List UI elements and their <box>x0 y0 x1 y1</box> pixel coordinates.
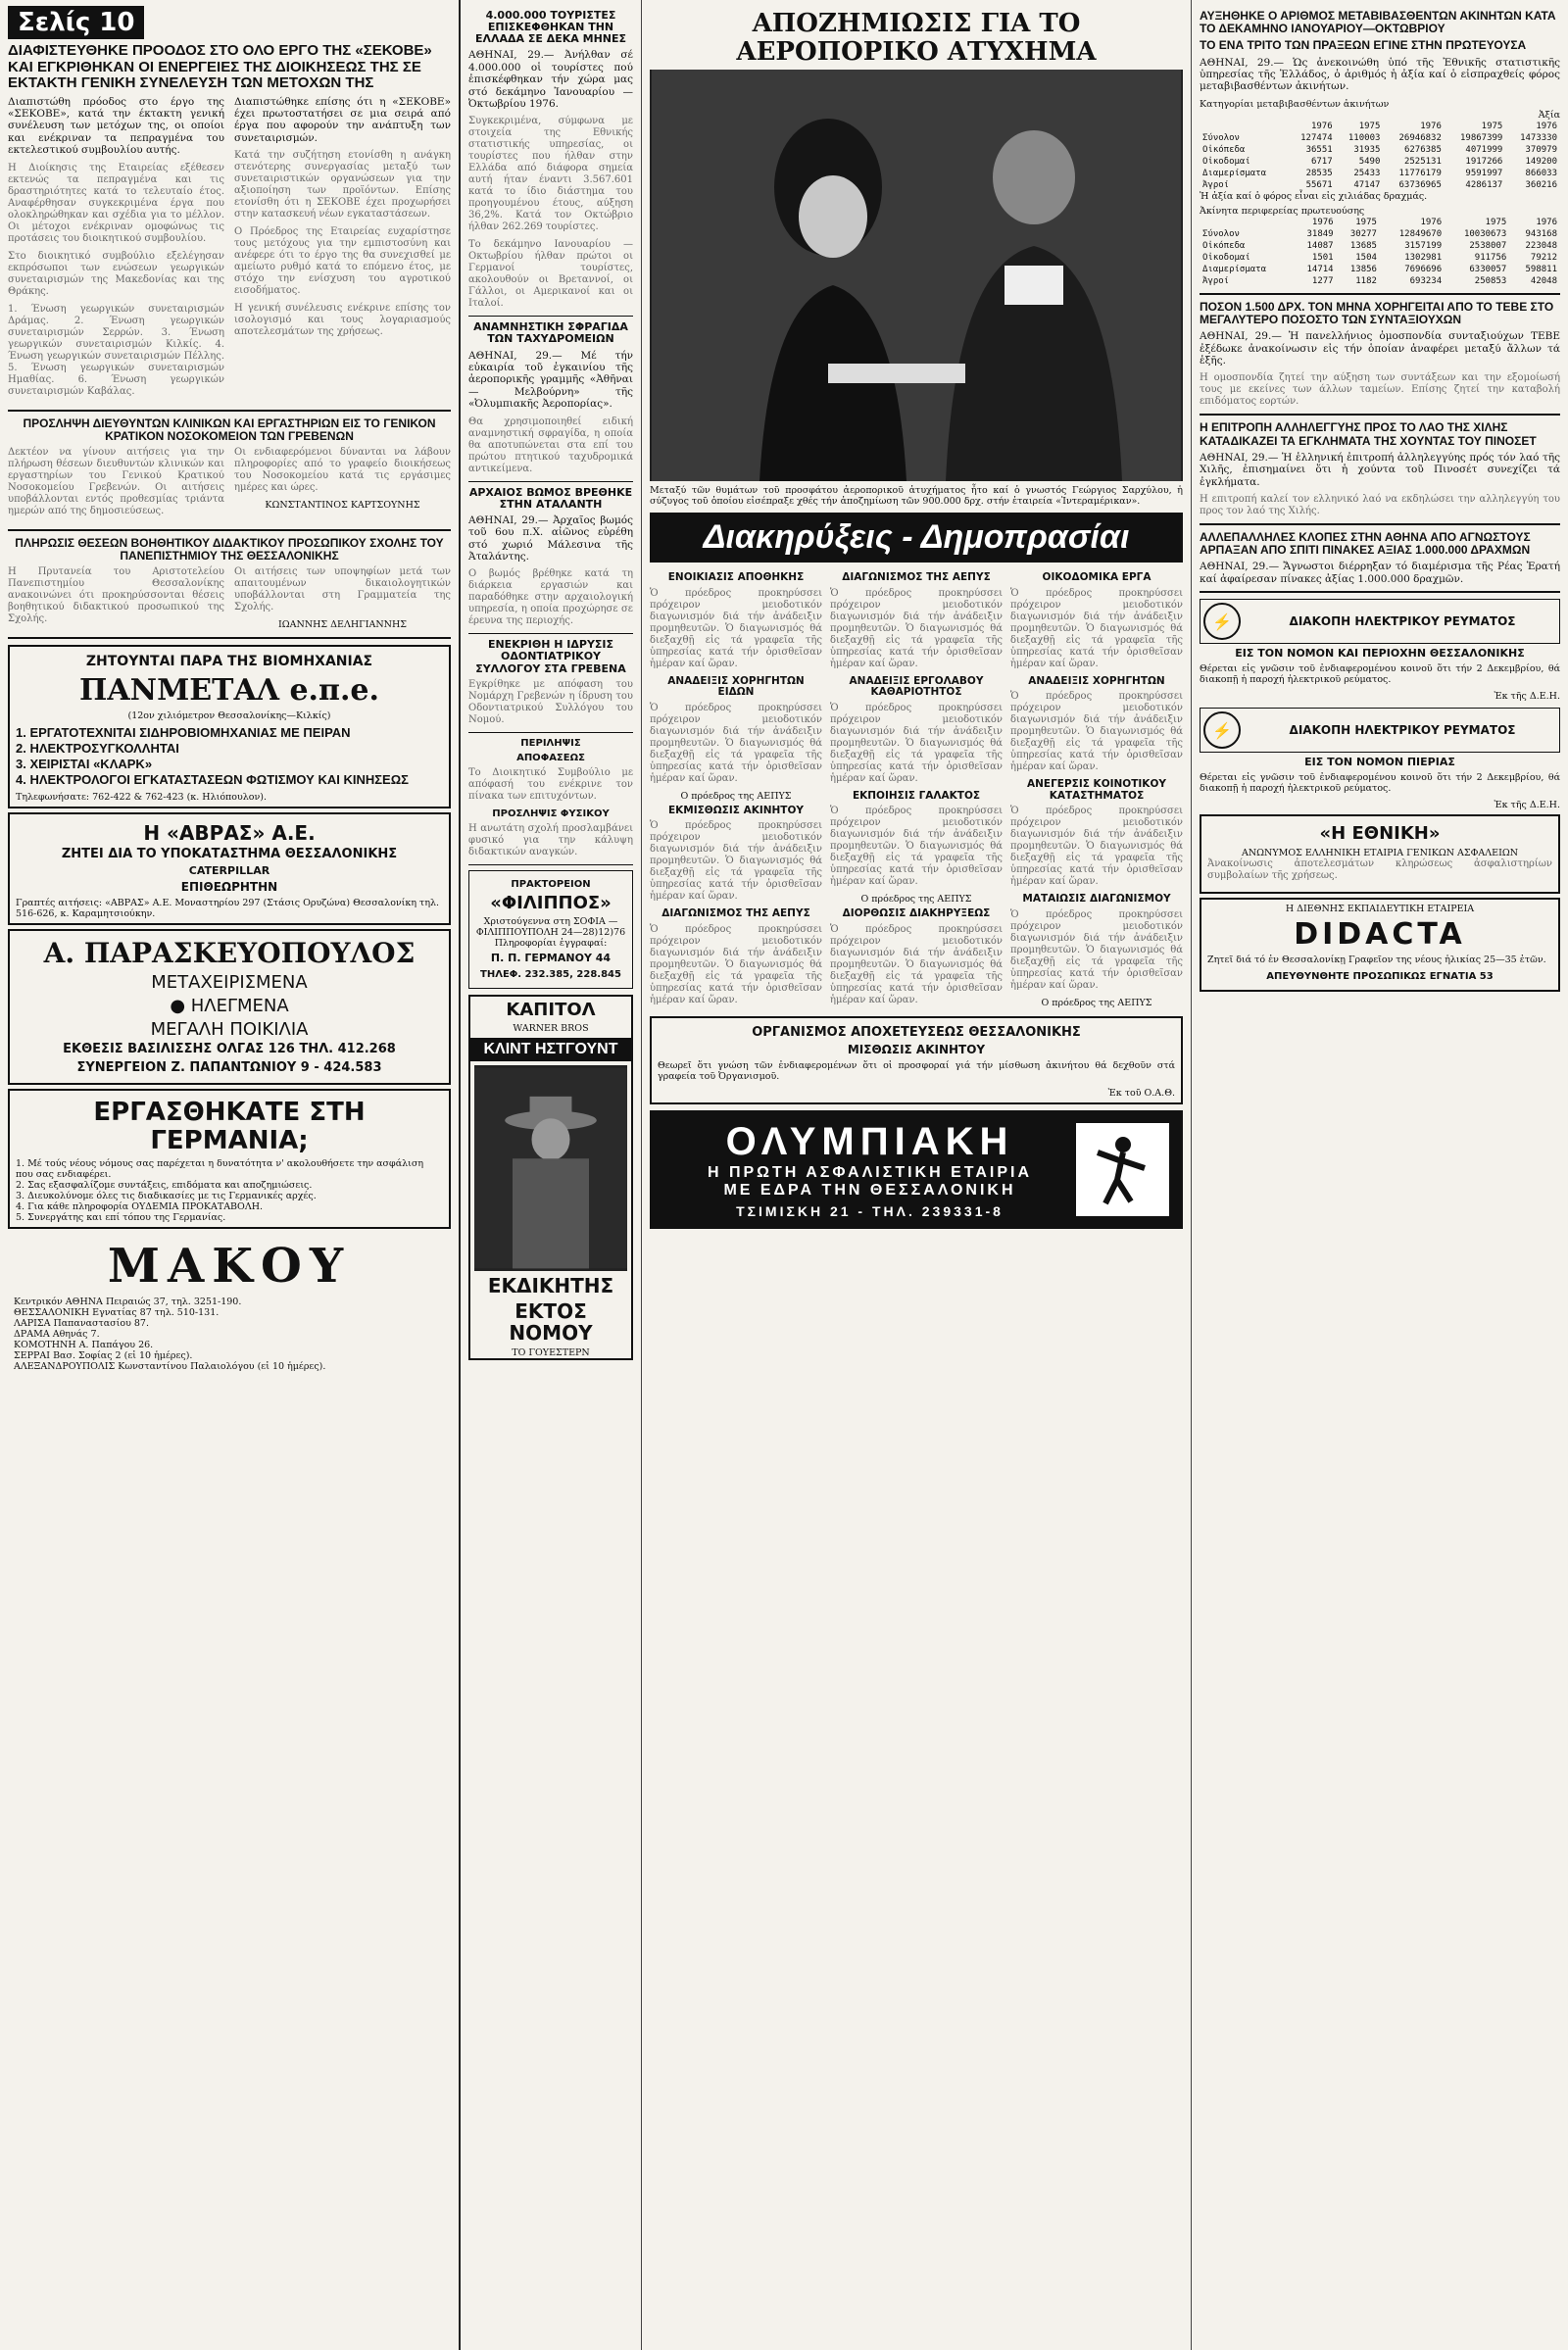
subsidy-filler: Η ομοσπονδία ζητεί την αύξηση των συντάξεων και την εξομοίωσή τους με εκείνες των άλλων ταμείων. Επίσης ζητεί την καταβολή επιδόματος εορτών. <box>1200 372 1560 408</box>
table-row <box>1200 144 1560 156</box>
table-cell: Οἰκοδομαί <box>1202 252 1250 263</box>
table-cell: 31849 <box>1306 228 1334 239</box>
altar-text: ΑΘΗΝΑΙ, 29.— Ἀρχαῖος βωμός τοῦ 6ου π.Χ. αἰῶνος εὑρέθη στό χωριό Μάλεσινα τῆς Ἀταλάντης. <box>468 514 633 563</box>
table-cell: 14087 <box>1306 240 1334 251</box>
bank-sub: ΑΝΩΝΥΜΟΣ ΕΛΛΗΝΙΚΗ ΕΤΑΙΡΙΑ ΓΕΝΙΚΩΝ ΑΣΦΑΛΕΙΩΝ <box>1241 848 1519 859</box>
table-row <box>1200 132 1560 144</box>
table-header-cell <box>1200 121 1288 132</box>
auction-sign: Ο πρόεδρος της ΑΕΠΥΣ <box>860 894 972 906</box>
table-cell: 943168 <box>1525 228 1557 239</box>
org-text: Θεωρεῖ ὅτι γνώση τῶν ἐνδιαφερομένων ὅτι οἱ προσφοραί γιά τήν μίσθωση ἀκινήτου θά δεχθοῦν στά γραφεία τοῦ Ὀργανισμοῦ. <box>658 1060 1175 1083</box>
university-headline: ΠΛΗΡΩΣΙΣ ΘΕΣΕΩΝ ΒΟΗΘΗΤΙΚΟΥ ΔΙΔΑΚΤΙΚΟΥ ΠΡΟΣΩΠΙΚΟΥ ΣΧΟΛΗΣ ΤΟΥ ΠΑΝΕΠΙΣΤΗΜΙΟΥ ΤΗΣ ΘΕΣΣΑΛΟΝΙΚΗΣ <box>15 535 444 563</box>
power-area-2: ΕΙΣ ΤΟΝ ΝΟΜΟΝ ΠΙΕΡΙΑΣ <box>1304 756 1455 769</box>
paraskevopoulos-line2: ● ΗΛΕΓΜΕΝΑ <box>170 995 289 1016</box>
avras-name: Η «ΑΒΡΑΣ» Α.Ε. <box>143 820 316 845</box>
bank-name: «Η ΕΘΝΙΚΗ» <box>1319 823 1441 845</box>
tourists-text: ΑΘΗΝΑΙ, 29.— Ἀνήλθαν σέ 4.000.000 οἱ τουρίστες πού ἐπισκέφθηκαν τήν χώρα μας στό δεκάμηνο Ἰανουαρίου — Ὀκτωβρίου 1976. <box>468 49 633 110</box>
photo-caption: Μεταξύ τῶν θυμάτων τοῦ προσφάτου ἀεροπορικοῦ ἀτυχήματος ἦτο καί ὁ γνωστός Γεώργιος Σαρχύλου, ἡ σύζυγος τοῦ ὁποίου εἰσέπραξε χθές τήν ἀποζημίωση τῶν 900.000 δρχ. στήν ἑταιρεία «Ἰντεραμέρικαν». <box>650 485 1183 508</box>
tourists-filler: Συγκεκριμένα, σύμφωνα με στοιχεία της Εθνικής στατιστικής υπηρεσίας, οι τουρίστες που ήλθαν στην Ελλάδα από διάφορα σημεία αυτή ήταν έναντι 3.567.601 κατά το ίδιο διάστημα του προηγουμένου έτους, αύξηση 36,2%. Κατά τον Οκτώβριο ήλθαν 262.269 τουρίστες. <box>468 116 633 233</box>
table-cell: 693234 <box>1409 275 1443 286</box>
table-cell: Οἰκόπεδα <box>1202 240 1246 251</box>
property-intro: ΑΘΗΝΑΙ, 29.— Ὡς ἀνεκοινώθη ὑπό τῆς Ἐθνικῆς στατιστικῆς ὑπηρεσίας τῆς Ἑλλάδος, ὁ ἀριθμός ἡ ἀξία καί ὁ εἰσπραχθείς φόρος μεταβιβασθέντων ἀκινήτων. <box>1200 56 1560 93</box>
lightning-icon: ⚡ <box>1203 711 1241 749</box>
ad-germany <box>8 1089 451 1229</box>
table-cell: 1302981 <box>1404 252 1443 263</box>
cinema-studio: WARNER BROS <box>513 1023 589 1035</box>
property-table-1 <box>1200 121 1560 191</box>
didacta-small: Η ΔΙΕΘΝΗΣ ΕΚΠΑΙΔΕΥΤΙΚΗ ΕΤΑΙΡΕΙΑ <box>1285 904 1475 915</box>
table-cell: 1917266 <box>1465 156 1503 167</box>
table-cell: 9591997 <box>1465 168 1503 178</box>
table-row <box>1200 275 1560 287</box>
table-cell: Ἀγροί <box>1202 275 1230 286</box>
table-cell: 79212 <box>1530 252 1557 263</box>
auction-body: Ὁ πρόεδρος προκηρύσσει πρόχειρον μειοδοτικόν διαγωνισμόν διά τήν ἀνάδειξιν προμηθευτῶν. Ὁ διαγωνισμός θά διεξαχθῇ εἰς τά γραφεῖα τῆς ὑπηρεσίας κατά τήν ὁρισθεῖσαν ἡμέραν καί ὥραν. <box>830 923 1003 1005</box>
paraskevopoulos-addr2: ΣΥΝΕΡΓΕΙΟΝ Ζ. ΠΑΠΑΝΤΩΝΙΟΥ 9 - 424.583 <box>76 1059 382 1075</box>
auction-body: Ὁ πρόεδρος προκηρύσσει πρόχειρον μειοδοτικόν διαγωνισμόν διά τήν ἀνάδειξιν προμηθευτῶν. Ὁ διαγωνισμός θά διεξαχθῇ εἰς τά γραφεῖα τῆς ὑπηρεσίας κατά τήν ὁρισθεῖσαν ἡμέραν καί ὥραν. <box>650 587 822 669</box>
section-label: ΠΕΡΙΛΗΨΙΣ <box>520 737 581 749</box>
ad-didacta <box>1200 898 1560 992</box>
panmetal-intro: ΖΗΤΟΥΝΤΑΙ ΠΑΡΑ ΤΗΣ ΒΙΟΜΗΧΑΝΙΑΣ <box>85 654 373 670</box>
agency-phone: ΤΗΛΕΦ. 232.385, 228.845 <box>480 968 621 980</box>
panmetal-phone: Τηλεφωνήσατε: 762-422 & 762-423 (κ. Ηλιόπουλον). <box>16 791 268 803</box>
table-cell: 3157199 <box>1404 240 1443 251</box>
auctions-banner: Διακηρύξεις - Δημοπρασίαι <box>650 513 1183 563</box>
makou-address: ΘΕΣΣΑΛΟΝΙΚΗ Εγνατίας 87 τηλ. 510-131. <box>14 1307 220 1319</box>
film-title-1: ΕΚΔΙΚΗΤΗΣ <box>487 1273 614 1297</box>
committee-filler: Η επιτροπή καλεί τον ελληνικό λαό να εκδηλώσει την αλληλεγγύη του προς τον λαό της Χιλής. <box>1200 493 1560 516</box>
table-header-cell <box>1200 217 1293 228</box>
makou-address: ΛΑΡΙΣΑ Παπαναστασίου 87. <box>14 1318 150 1330</box>
table-cell: 1277 <box>1311 275 1334 286</box>
cinema-name: ΚΑΠΙΤΟΛ <box>506 999 596 1020</box>
panmetal-item: 3. ΧΕΙΡΙΣΤΑΙ «ΚΛΑΡΚ» <box>16 756 153 771</box>
table-cell: 2538007 <box>1469 240 1507 251</box>
table-cell: 25433 <box>1353 168 1381 178</box>
panmetal-item: 1. ΕΡΓΑΤΟΤΕΧΝΙΤΑΙ ΣΙΔΗΡΟΒΙΟΜΗΧΑΝΙΑΣ ΜΕ ΠΕΙΡΑΝ <box>16 724 351 740</box>
table-header-cell: 1976 <box>1311 217 1334 227</box>
table-cell: 42048 <box>1530 275 1557 286</box>
auction-sign: Ο πρόεδρος της ΑΕΠΥΣ <box>680 790 792 802</box>
auction-title: ΕΚΠΟΙΗΣΙΣ ΓΑΛΑΚΤΟΣ <box>852 789 981 802</box>
makou-address: ΔΡΑΜΑ Αθηνάς 7. <box>14 1329 100 1341</box>
bank-filler: Ἀνακοίνωσις ἀποτελεσμάτων κληρώσεως ἀσφαλιστηρίων συμβολαίων τῆς χρήσεως. <box>1207 858 1552 882</box>
lead-filler-6: Η γενική συνέλευσις ενέκρινε επίσης τον ισολογισμό και τους λογαριασμούς αποτελεσμάτων της χρήσεως. <box>234 303 451 338</box>
column-right <box>1191 0 1568 2350</box>
avras-contact: Γραπτές αιτήσεις: «ΑΒΡΑΣ» Α.Ε. Μοναστηρίου 297 (Στάσις Ορυζώνα) Θεσσαλονίκη τηλ. 516-626, κ. Καραμητσιούκην. <box>16 898 440 920</box>
property-headline-2: ΤΟ ΕΝΑ ΤΡΙΤΟ ΤΩΝ ΠΡΑΞΕΩΝ ΕΓΙΝΕ ΣΤΗΝ ΠΡΩΤΕΥΟΥΣΑ <box>1200 38 1527 53</box>
table-row <box>1200 179 1560 191</box>
table-cell: 6276385 <box>1403 144 1442 155</box>
theft-text: ΑΘΗΝΑΙ, 29.— Ἄγνωστοι διέρρηξαν τό διαμέρισμα τῆς Ρέας Ἑρατή καί ἀφαίρεσαν πίνακες ἀξίας 1.000.000 δραχμῶν. <box>1200 561 1560 585</box>
table-cell: 14714 <box>1306 264 1334 274</box>
makou-name: ΜΑΚΟΥ <box>107 1239 352 1295</box>
table-cell: 63736965 <box>1398 179 1442 190</box>
column-second <box>461 0 642 2350</box>
dental-headline: ΕΝΕΚΡΙΘΗ Η ΙΔΡΥΣΙΣ ΟΔΟΝΤΙΑΤΡΙΚΟΥ ΣΥΛΛΟΓΟΥ ΣΤΑ ΓΡΕΒΕΝΑ <box>475 638 626 675</box>
auction-body: Ὁ πρόεδρος προκηρύσσει πρόχειρον μειοδοτικόν διαγωνισμόν διά τήν ἀνάδειξιν προμηθευτῶν. Ὁ διαγωνισμός θά διεξαχθῇ εἰς τά γραφεῖα τῆς ὑπηρεσίας κατά τήν ὁρισθεῖσαν ἡμέραν καί ὥραν. <box>830 587 1003 669</box>
lead-text-1: Διαπιστώθη πρόοδος στο έργο της «ΣΕΚΟΒΕ», κατά την έκτακτη γενική συνέλευση των μετόχων της, οι οποίοι και ενέκριναν τα πεπραγμένα του εκτελεστικού συμβουλίου αυτής. <box>8 95 224 157</box>
table-cell: 1501 <box>1311 252 1334 263</box>
auction-title: ΑΝΑΔΕΙΞΙΣ ΧΟΡΗΓΗΤΩΝ ΕΙΔΩΝ <box>667 674 805 699</box>
table-row <box>1200 264 1560 275</box>
hospitals-text-2: Οι ενδιαφερόμενοι δύνανται να λάβουν πληροφορίες από το γραφείο διοικήσεως του Νοσοκομείου κατά τις εργάσιμες ημέρες και ώρες. <box>234 446 451 493</box>
power-notice-1 <box>1200 599 1560 702</box>
auction-body: Ὁ πρόεδρος προκηρύσσει πρόχειρον μειοδοτικόν διαγωνισμόν διά τήν ἀνάδειξιν προμηθευτῶν. Ὁ διαγωνισμός θά διεξαχθῇ εἰς τά γραφεῖα τῆς ὑπηρεσίας κατά τήν ὁρισθεῖσαν ἡμέραν καί ὥραν. <box>650 702 822 784</box>
germany-point: 2. Σας εξασφαλίζομε συντάξεις, επιδόματα και αποζημιώσεις. <box>16 1180 313 1192</box>
table1-label: Κατηγορίαι μεταβιβασθέντων ἀκινήτων <box>1200 98 1390 110</box>
avras-title: ΖΗΤΕΙ ΔΙΑ ΤΟ ΥΠΟΚΑΤΑΣΤΗΜΑ ΘΕΣΣΑΛΟΝΙΚΗΣ <box>61 846 398 861</box>
table-cell: 19867399 <box>1459 132 1503 143</box>
table-row <box>1200 252 1560 264</box>
table-cell: 6717 <box>1310 156 1333 167</box>
film-poster-image <box>474 1065 627 1271</box>
insurance-brand: ΟΛΥΜΠΙΑΚΗ <box>725 1120 1014 1164</box>
table-cell: 360216 <box>1525 179 1557 190</box>
table-cell: Οἰκοδομαί <box>1202 156 1250 167</box>
paraskevopoulos-addr1: ΕΚΘΕΣΙΣ ΒΑΣΙΛΙΣΣΗΣ ΟΛΓΑΣ 126 ΤΗΛ. 412.268 <box>63 1042 396 1057</box>
dental-filler: Εγκρίθηκε με απόφαση του Νομάρχη Γρεβενών η ίδρυση του Οδοντιατρικού Συλλόγου του Νομού. <box>468 678 633 725</box>
table-header-cell: 1976 <box>1420 121 1442 131</box>
table-header-cell: 1975 <box>1358 121 1381 131</box>
power-notice-2 <box>1200 708 1560 810</box>
table-cell: 26946832 <box>1398 132 1442 143</box>
auction-body: Ὁ πρόεδρος προκηρύσσει πρόχειρον μειοδοτικόν διαγωνισμόν διά τήν ἀνάδειξιν προμηθευτῶν. Ὁ διαγωνισμός θά διεξαχθῇ εἰς τά γραφεῖα τῆς ὑπηρεσίας κατά τήν ὁρισθεῖσαν ἡμέραν καί ὥραν. <box>830 702 1003 784</box>
germany-point: 4. Για κάθε πληροφορία ΟΥΔΕΜΙΑ ΠΡΟΚΑΤΑΒΟΛΗ. <box>16 1201 263 1213</box>
table-cell: Διαμερίσματα <box>1202 168 1267 178</box>
table-cell: 31935 <box>1353 144 1381 155</box>
table-cell: 149200 <box>1525 156 1557 167</box>
insurance-address: ΤΣΙΜΙΣΚΗ 21 - ΤΗΛ. 239331-8 <box>736 1203 1004 1220</box>
table-cell: Οἰκόπεδα <box>1202 144 1246 155</box>
ad-panmetal <box>8 645 451 808</box>
germany-points <box>16 1158 443 1223</box>
power-title-2: ΔΙΑΚΟΠΗ ΗΛΕΚΤΡΙΚΟΥ ΡΕΥΜΑΤΟΣ <box>1289 722 1516 737</box>
ad-paraskevopoulos <box>8 929 451 1085</box>
agency-route: Χριστούγεννα στη ΣΟΦΙΑ — ΦΙΛΙΠΠΟΥΠΟΛΗ 24—28)12)76 <box>475 916 626 939</box>
org-title: ΟΡΓΑΝΙΣΜΟΣ ΑΠΟΧΕΤΕΥΣΕΩΣ ΘΕΣΣΑΛΟΝΙΚΗΣ <box>752 1024 1081 1040</box>
power-sign-1: Ἐκ τῆς Δ.Ε.Η. <box>1494 691 1560 703</box>
power-area-1: ΕΙΣ ΤΟΝ ΝΟΜΟΝ ΚΑΙ ΠΕΡΙΟΧΗΝ ΘΕΣΣΑΛΟΝΙΚΗΣ <box>1235 647 1525 661</box>
germany-point: 3. Διευκολύνομε όλες τις διαδικασίες με τις Γερμανικές αρχές. <box>16 1191 317 1202</box>
property-table-2 <box>1200 217 1560 287</box>
altar-filler: Ο βωμός βρέθηκε κατά τη διάρκεια εργασιών και παραδόθηκε στην αρχαιολογική υπηρεσία, η οποία προχώρησε σε έρευνα της περιοχής. <box>468 568 633 627</box>
table-cell: 5490 <box>1358 156 1381 167</box>
property-headline-1: ΑΥΞΗΘΗΚΕ Ο ΑΡΙΘΜΟΣ ΜΕΤΑΒΙΒΑΣΘΕΝΤΩΝ ΑΚΙΝΗΤΩΝ ΚΑΤΑ ΤΟ ΔΕΚΑΜΗΝΟ ΙΑΝΟΥΑΡΙΟΥ—ΟΚΤΩΒΡΙΟΥ <box>1200 9 1556 36</box>
agency-info: Πληροφορίαι ἐγγραφαί: <box>494 938 608 950</box>
paraskevopoulos-name: Α. ΠΑΡΑΣΚΕΥΟΠΟΥΛΟΣ <box>43 937 416 970</box>
table-header-cell: 1975 <box>1481 121 1503 131</box>
section-label-2: ΑΠΟΦΑΣΕΩΣ <box>516 752 585 763</box>
table-cell: 911756 <box>1474 252 1507 263</box>
auction-body: Ὁ πρόεδρος προκηρύσσει πρόχειρον μειοδοτικόν διαγωνισμόν διά τήν ἀνάδειξιν προμηθευτῶν. Ὁ διαγωνισμός θά διεξαχθῇ εἰς τά γραφεῖα τῆς ὑπηρεσίας κατά τήν ὁρισθεῖσαν ἡμέραν καί ὥραν. <box>650 923 822 1005</box>
makou-address: ΚΟΜΟΤΗΝΗ Α. Παπάγου 26. <box>14 1340 154 1351</box>
table-header-cell: 1976 <box>1310 121 1333 131</box>
auction-body: Ὁ πρόεδρος προκηρύσσει πρόχειρον μειοδοτικόν διαγωνισμόν διά τήν ἀνάδειξιν προμηθευτῶν. Ὁ διαγωνισμός θά διεξαχθῇ εἰς τά γραφεῖα τῆς ὑπηρεσίας κατά τήν ὁρισθεῖσαν ἡμέραν καί ὥραν. <box>1010 806 1183 888</box>
table-cell: 13685 <box>1349 240 1377 251</box>
table-row <box>1200 228 1560 240</box>
table-cell: 36551 <box>1305 144 1333 155</box>
auction-title: ΔΙΑΓΩΝΙΣΜΟΣ ΤΗΣ ΑΕΠΥΣ <box>662 907 810 920</box>
ad-olympiaki <box>650 1110 1183 1229</box>
column-center <box>642 0 1191 2350</box>
photo-people-icon <box>650 70 1183 481</box>
table-header-cell: 1975 <box>1355 217 1377 227</box>
committee-headline: Η ΕΠΙΤΡΟΠΗ ΑΛΛΗΛΕΓΓΥΗΣ ΠΡΟΣ ΤΟ ΛΑΟ ΤΗΣ ΧΙΛΗΣ ΚΑΤΑΔΙΚΑΖΕΙ ΤΑ ΕΓΚΛΗΜΑΤΑ ΤΗΣ ΧΟΥΝΤΑΣ ΤΟΥ ΠΙΝΟΣΕΤ <box>1200 420 1537 448</box>
panmetal-sub: (12ον χιλιόμετρον Θεσσαλονίκης—Κιλκίς) <box>127 710 331 721</box>
cinema-ad <box>468 995 633 1360</box>
table-cell: 28535 <box>1305 168 1333 178</box>
didacta-name: DIDACTA <box>1294 917 1466 953</box>
tourists-headline: 4.000.000 ΤΟΥΡΙΣΤΕΣ ΕΠΙΣΚΕΦΘΗΚΑΝ ΤΗΝ ΕΛΛΑΔΑ ΣΕ ΔΕΚΑ ΜΗΝΕΣ <box>474 9 627 46</box>
table-cell: Ἀγροί <box>1202 179 1230 190</box>
agency-name: «ΦΙΛΙΠΠΟΣ» <box>490 892 612 913</box>
auction-body: Ὁ πρόεδρος προκηρύσσει πρόχειρον μειοδοτικόν διαγωνισμόν διά τήν ἀνάδειξιν προμηθευτῶν. Ὁ διαγωνισμός θά διεξαχθῇ εἰς τά γραφεῖα τῆς ὑπηρεσίας κατά τήν ὁρισθεῖσαν ἡμέραν καί ὥραν. <box>650 820 822 903</box>
paraskevopoulos-line1: ΜΕΤΑΧΕΙΡΙΣΜΕΝΑ <box>151 972 308 994</box>
table-cell: 1182 <box>1355 275 1377 286</box>
table-cell: Σύνολον <box>1202 228 1240 239</box>
germany-point: 1. Μέ τούς νέους νόμους σας παρέχεται η δυνατότητα ν' ακολουθήσετε την ασφάλιση που σας ενδιαφέρει. <box>16 1158 424 1181</box>
table-cell: 7696696 <box>1404 264 1443 274</box>
hire-label: ΠΡΟΣΛΗΨΙΣ ΦΥΣΙΚΟΥ <box>492 808 610 819</box>
auction-title: ΑΝΑΔΕΙΞΙΣ ΧΟΡΗΓΗΤΩΝ <box>1028 674 1165 687</box>
table-note: Ἡ ἀξία καί ὁ φόρος εἶναι εἰς χιλιάδας δραχμάς. <box>1200 190 1428 202</box>
signature-2: ΚΩΝΣΤΑΝΤΙΝΟΣ ΚΑΡΤΣΟΥΝΗΣ <box>265 499 420 511</box>
table-cell: 127474 <box>1300 132 1333 143</box>
lightning-icon: ⚡ <box>1203 603 1241 640</box>
table-cell: 1473330 <box>1520 132 1557 143</box>
auction-title: ΑΝΕΓΕΡΣΙΣ ΚΟΙΝΟΤΙΚΟΥ ΚΑΤΑΣΤΗΜΑΤΟΣ <box>1027 778 1166 802</box>
table-header-cell: 1976 <box>1536 217 1557 227</box>
agency-box <box>468 870 633 989</box>
table-cell: 223048 <box>1525 240 1557 251</box>
air-crash-headline: ΑΠΟΖΗΜΙΩΣΙΣ ΓΙΑ ΤΟ ΑΕΡΟΠΟΡΙΚΟ ΑΤΥΧΗΜΑ <box>736 9 1097 67</box>
table-cell: 1504 <box>1355 252 1377 263</box>
table-cell: 2525131 <box>1403 156 1442 167</box>
university-text: Η Πρυτανεία του Αριστοτελείου Πανεπιστημίου Θεσσαλονίκης ανακοινώνει ότι προκηρύσσονται θέσεις βοηθητικού διδακτικού προσωπικού της Σχολής. <box>8 566 224 625</box>
didacta-addr: ΑΠΕΥΘΥΝΘΗΤΕ ΠΡΟΣΩΠΙΚΩΣ ΕΓΝΑΤΙΑ 53 <box>1266 971 1494 983</box>
lead-filler-3: 1. Ένωση γεωργικών συνεταιρισμών Δράμας. 2. Ένωση γεωργικών συνεταιρισμών Σερρών. 3. Ένωση γεωργικών συνεταιρισμών Κιλκίς. 4. Ένωση γεωργικών συνεταιρισμών Πέλλης. 5. Ένωση γεωργικών συνεταιρισμών Ημαθίας. 6. Ένωση γεωργικών συνεταιρισμών Καβάλας. <box>8 303 224 397</box>
ad-makou <box>8 1233 451 1376</box>
university-text-2: Οι αιτήσεις των υποψηφίων μετά των απαιτουμένων δικαιολογητικών υποβάλλονται στη Γραμματεία της Σχολής. <box>234 566 451 613</box>
table-cell: 11776179 <box>1398 168 1442 178</box>
table-row <box>1200 240 1560 252</box>
panmetal-item: 2. ΗΛΕΚΤΡΟΣΥΓΚΟΛΛΗΤΑΙ <box>16 740 179 756</box>
table-cell: 110003 <box>1348 132 1381 143</box>
decision-filler: Το Διοικητικό Συμβούλιο με απόφασή του ενέκρινε τον πίνακα των επιτυχόντων. <box>468 766 633 802</box>
auction-body: Ὁ πρόεδρος προκηρύσσει πρόχειρον μειοδοτικόν διαγωνισμόν διά τήν ἀνάδειξιν προμηθευτῶν. Ὁ διαγωνισμός θά διεξαχθῇ εἰς τά γραφεῖα τῆς ὑπηρεσίας κατά τήν ὁρισθεῖσαν ἡμέραν καί ὥραν. <box>1010 691 1183 773</box>
power-title-1: ΔΙΑΚΟΠΗ ΗΛΕΚΤΡΙΚΟΥ ΡΕΥΜΑΤΟΣ <box>1289 613 1516 628</box>
insurance-line2: ΜΕ ΕΔΡΑ ΤΗΝ ΘΕΣΣΑΛΟΝΙΚΗ <box>723 1182 1016 1199</box>
tourists-filler-2: Το δεκάμηνο Ιανουαρίου — Οκτωβρίου ήλθαν πρώτοι οι Γερμανοί τουρίστες, ακολουθούν οι Βρεταννοί, οι Γάλλοι, οι Αμερικανοί και οι Ιταλοί. <box>468 239 633 310</box>
lead-headline: ΔΙΑΦΙΣΤΕΥΘΗΚΕ ΠΡΟΟΔΟΣ ΣΤΟ ΟΛΟ ΕΡΓΟ ΤΗΣ «ΣΕΚΟΒΕ» ΚΑΙ ΕΓΚΡΙΘΗΚΑΝ ΟΙ ΕΝΕΡΓΕΙΕΣ ΤΗΣ ΔΙΟΙΚΗΣΕΩΣ ΤΗΣ ΣΕ ΕΚΤΑΚΤΗ ΓΕΝΙΚΗ ΣΥΝΕΛΕΥΣΗ ΤΩΝ ΜΕΤΟΧΩΝ ΤΗΣ <box>8 42 432 91</box>
org-sign: Ἐκ τοῦ Ο.Α.Θ. <box>1107 1088 1175 1100</box>
table-cell: 13856 <box>1349 264 1377 274</box>
lead-filler-2: Στο διοικητικό συμβούλιο εξελέγησαν εκπρόσωποι των ενώσεων γεωργικών συνεταιρισμών της Μακεδονίας και της Θράκης. <box>8 250 224 297</box>
table-cell: 598811 <box>1525 264 1557 274</box>
auction-title: ΑΝΑΔΕΙΞΙΣ ΕΡΓΟΛΑΒΟΥ ΚΑΘΑΡΙΟΤΗΤΟΣ <box>849 674 984 699</box>
agency-addr: Π. Π. ΓΕΡΜΑΝΟΥ 44 <box>490 952 612 965</box>
auctions-grid <box>650 568 1183 1012</box>
table-cell: 12849670 <box>1398 228 1443 239</box>
avras-role: ΕΠΙΘΕΩΡΗΤΗΝ <box>180 880 278 895</box>
panmetal-name: ΠΑΝΜΕΤΑΛ e.π.e. <box>79 672 379 708</box>
auction-sign: Ο πρόεδρος της ΑΕΠΥΣ <box>1041 997 1152 1008</box>
stamp-text: ΑΘΗΝΑΙ, 29.— Μέ τήν εὐκαιρία τοῦ ἐγκαινίου τῆς ἀεροπορικῆς γραμμῆς «Ἀθῆναι — Μελβούρνη» τῆς «Ὀλυμπιακῆς Ἀεροπορίας». <box>468 349 633 411</box>
table-header-cell: 1975 <box>1485 217 1507 227</box>
masthead <box>8 6 451 39</box>
auction-body: Ὁ πρόεδρος προκηρύσσει πρόχειρον μειοδοτικόν διαγωνισμόν διά τήν ἀνάδειξιν προμηθευτῶν. Ὁ διαγωνισμός θά διεξαχθῇ εἰς τά γραφεῖα τῆς ὑπηρεσίας κατά τήν ὁρισθεῖσαν ἡμέραν καί ὥραν. <box>1010 587 1183 669</box>
theft-headline: ΑΛΛΕΠΑΛΛΗΛΕΣ ΚΛΟΠΕΣ ΣΤΗΝ ΑΘΗΝΑ ΑΠΟ ΑΓΝΩΣΤΟΥΣ ΑΡΠΑΞΑΝ ΑΠΟ ΣΠΙΤΙ ΠΙΝΑΚΕΣ ΑΞΙΑΣ 1.000.000 ΔΡΑΧΜΩΝ <box>1200 529 1531 558</box>
table-cell: 10030673 <box>1463 228 1507 239</box>
subsidy-text: ΑΘΗΝΑΙ, 29.— Ἡ πανελλήνιος ὁμοσπονδία συνταξιούχων ΤΕΒΕ ἐξέδωκε ἀνακοίνωσιν εἰς τήν ὁποίαν ἀναφέρει μεταξύ ἄλλων τά ἑξῆς. <box>1200 330 1560 367</box>
film-note: ΤΟ ΓΟΥΕΣΤΕΡΝ <box>512 1346 590 1358</box>
stamp-filler: Θα χρησιμοποιηθεί ειδική αναμνηστική σφραγίδα, η οποία θα αποτυπώνεται στα επί του πρώτου πτητικού ταχυδρομικά αντικείμενα. <box>468 416 633 474</box>
page-label: Σελίς 10 <box>8 6 144 39</box>
column-left <box>0 0 461 2350</box>
compensation-photo <box>650 70 1183 481</box>
signature: ΙΩΑΝΝΗΣ ΔΕΛΗΓΙΑΝΝΗΣ <box>278 619 407 631</box>
power-sign-2: Ἐκ τῆς Δ.Ε.Η. <box>1494 800 1560 811</box>
agency-label: ΠΡΑΚΤΟΡΕΙΟΝ <box>511 878 591 890</box>
auction-title: ΕΝΟΙΚΙΑΣΙΣ ΑΠΟΘΗΚΗΣ <box>667 571 805 584</box>
subsidy-headline: ΠΟΣΟΝ 1.500 ΔΡΧ. ΤΟΝ ΜΗΝΑ ΧΟΡΗΓΕΙΤΑΙ ΑΠΟ ΤΟ ΤΕΒΕ ΣΤΟ ΜΕΓΑΛΥΤΕΡΟ ΠΟΣΟΣΤΟ ΤΩΝ ΣΥΝΤΑΞΙΟΥΧΩΝ <box>1200 299 1554 326</box>
lead-filler-4: Κατά την συζήτηση ετονίσθη η ανάγκη στενότερης συνεργασίας μεταξύ των συνεταιριστικών οργανώσεων για την αξιοποίηση των προϊόντων. Επίσης ετονίσθη ότι η ΣΕΚΟΒΕ έχει προχωρήσει στην κατασκευή νέων εγκαταστάσεων. <box>234 150 451 220</box>
lead-filler-5: Ο Πρόεδρος της Εταιρείας ευχαρίστησε τους μετόχους για την εμπιστοσύνη και ανέφερε ότι το έργο της θα συνεχισθεί με αμείωτο ρυθμό κατά το επόμενο έτος, με στόχο την ενίσχυση του αγροτικού εισοδήματος. <box>234 226 451 297</box>
germany-title: ΕΡΓΑΣΘΗΚΑΤΕ ΣΤΗ ΓΕΡΜΑΝΙΑ; <box>93 1098 366 1155</box>
discus-thrower-icon <box>1076 1123 1169 1216</box>
power-text-1: Θέρεται εἰς γνῶσιν τοῦ ἐνδιαφερομένου κοινοῦ ὅτι τήν 2 Δεκεμβρίου, θά διακοπῇ ἡ παροχή ἠλεκτρικοῦ ρεύματος. <box>1200 663 1560 686</box>
table-cell: 47147 <box>1353 179 1381 190</box>
auction-title: ΔΙΑΓΩΝΙΣΜΟΣ ΤΗΣ ΑΕΠΥΣ <box>842 571 991 584</box>
table-header-cell: 1976 <box>1536 121 1557 131</box>
stamp-headline: ΑΝΑΜΝΗΣΤΙΚΗ ΣΦΡΑΓΙΔΑ ΤΩΝ ΤΑΧΥΔΡΟΜΕΙΩΝ <box>473 320 628 346</box>
table-cell: 250853 <box>1474 275 1507 286</box>
cinema-star: ΚΛΙΝΤ ΗΣΤΓΟΥΝΤ <box>470 1038 631 1061</box>
lead-text-2: Διαπιστώθηκε επίσης ότι η «ΣΕΚΟΒΕ» έχει πρωτοστατήσει σε μια σειρά από έργα που αφορούν την ανάπτυξη των συνεταιρισμών. <box>234 95 451 144</box>
hospitals-headline: ΠΡΟΣΛΗΨΗ ΔΙΕΥΘΥΝΤΩΝ ΚΛΙΝΙΚΩΝ ΚΑΙ ΕΡΓΑΣΤΗΡΙΩΝ ΕΙΣ ΤΟ ΓΕΝΙΚΟΝ ΚΡΑΤΙΚΟΝ ΝΟΣΟΚΟΜΕΙΟΝ ΤΩΝ ΓΡΕΒΕΝΩΝ <box>23 416 436 443</box>
org-box <box>650 1016 1183 1104</box>
makou-address: Κεντρικόν ΑΘΗΝΑ Πειραιώς 37, τηλ. 3251-190. <box>14 1297 242 1308</box>
auction-title: ΟΙΚΟΔΟΜΙΚΑ ΕΡΓΑ <box>1042 571 1152 584</box>
film-title-2: ΕΚΤΟΣ ΝΟΜΟΥ <box>509 1298 593 1345</box>
auction-title: ΜΑΤΑΙΩΣΙΣ ΔΙΑΓΩΝΙΣΜΟΥ <box>1022 893 1171 906</box>
table-cell: 30277 <box>1349 228 1377 239</box>
lead-filler: Η Διοίκησις της Εταιρείας εξέθεσεν εκτενώς τα πεπραγμένα και τις δραστηριότητες κατά το τελευταίο έτος. Αναφέρθησαν συγκεκριμένα έργα που ολοκληρώθηκαν και σχέδια για το μέλλον. Οι μέτοχοι ενέκριναν ομοφώνως τις προτάσεις του διοικητικού συμβουλίου. <box>8 162 224 244</box>
makou-addresses <box>14 1297 445 1372</box>
table-row <box>1200 168 1560 179</box>
auction-title: ΕΚΜΙΣΘΩΣΙΣ ΑΚΙΝΗΤΟΥ <box>667 804 805 816</box>
table-cell: 866033 <box>1525 168 1557 178</box>
auction-title: ΔΙΟΡΘΩΣΙΣ ΔΙΑΚΗΡΥΞΕΩΣ <box>842 907 991 920</box>
table-row <box>1200 156 1560 168</box>
cowboy-silhouette-icon <box>474 1065 627 1271</box>
auction-body: Ὁ πρόεδρος προκηρύσσει πρόχειρον μειοδοτικόν διαγωνισμόν διά τήν ἀνάδειξιν προμηθευτῶν. Ὁ διαγωνισμός θά διεξαχθῇ εἰς τά γραφεῖα τῆς ὑπηρεσίας κατά τήν ὁρισθεῖσαν ἡμέραν καί ὥραν. <box>830 806 1003 888</box>
insurance-line1: Η ΠΡΩΤΗ ΑΣΦΑΛΙΣΤΙΚΗ ΕΤΑΙΡΙΑ <box>707 1164 1033 1182</box>
panmetal-item: 4. ΗΛΕΚΤΡΟΛΟΓΟΙ ΕΓΚΑΤΑΣΤΑΣΕΩΝ ΦΩΤΙΣΜΟΥ ΚΑΙ ΚΙΝΗΣΕΩΣ <box>16 771 409 787</box>
committee-text: ΑΘΗΝΑΙ, 29.— Ἡ ἑλληνική ἐπιτροπή ἀλληλεγγύης πρός τόν λαό τῆς Χιλῆς, ἐπισημαίνει ὅτι ἡ χούντα τοῦ Πινοσέτ συνεχίζει τά ἐγκλήματα. <box>1200 451 1560 488</box>
ad-avras <box>8 812 451 926</box>
table-cell: 55671 <box>1305 179 1333 190</box>
germany-point: 5. Συνεργάτης και επί τόπου της Γερμανίας. <box>16 1212 226 1224</box>
makou-address: ΑΛΕΞΑΝΔΡΟΥΠΟΛΙΣ Κωνσταντίνου Παλαιολόγου (εἰ 10 ἡμέρες). <box>14 1361 326 1373</box>
hospitals-text: Δεκτέον να γίνουν αιτήσεις για την πλήρωση θέσεων διευθυντών κλινικών και εργαστηρίων του Γενικού Κρατικού Νοσοκομείου Γρεβενών. Οι αιτήσεις υποβάλλονται εντός προθεσμίας τριάντα ημερών από της δημοσιεύσεως. <box>8 446 224 516</box>
org-sub: ΜΙΣΘΩΣΙΣ ΑΚΙΝΗΤΟΥ <box>847 1043 986 1057</box>
table-cell: Διαμερίσματα <box>1202 264 1267 274</box>
table-cell: Σύνολον <box>1202 132 1240 143</box>
table-cell: 370979 <box>1525 144 1557 155</box>
avras-brand: CATERPILLAR <box>188 863 270 877</box>
table-header-cell: 1976 <box>1420 217 1443 227</box>
table1-value-head: Ἀξία <box>1538 109 1560 121</box>
table-cell: 4071999 <box>1465 144 1503 155</box>
panmetal-list <box>16 725 443 788</box>
hire-filler: Η ανωτάτη σχολή προσλαμβάνει φυσικό για την κάλυψη διδακτικών αναγκών. <box>468 822 633 857</box>
table2-label: Ἀκίνητα περιφερείας πρωτευούσης <box>1200 205 1365 217</box>
didacta-text: Ζητεῖ διά τό ἐν Θεσσαλονίκῃ Γραφεῖον της νέους ἡλικίας 25—35 ἐτῶν. <box>1207 955 1546 966</box>
altar-headline: ΑΡΧΑΙΟΣ ΒΩΜΟΣ ΒΡΕΘΗΚΕ ΣΤΗΝ ΑΤΑΛΑΝΤΗ <box>468 485 633 511</box>
paraskevopoulos-line3: ΜΕΓΑΛΗ ΠΟΙΚΙΛΙΑ <box>150 1018 309 1040</box>
ad-ethniki <box>1200 814 1560 894</box>
table-cell: 4286137 <box>1465 179 1503 190</box>
power-text-2: Θέρεται εἰς γνῶσιν τοῦ ἐνδιαφερομένου κοινοῦ ὅτι τήν 2 Δεκεμβρίου, θά διακοπῇ ἡ παροχή ἠλεκτρικοῦ ρεύματος. <box>1200 772 1560 795</box>
auction-body: Ὁ πρόεδρος προκηρύσσει πρόχειρον μειοδοτικόν διαγωνισμόν διά τήν ἀνάδειξιν προμηθευτῶν. Ὁ διαγωνισμός θά διεξαχθῇ εἰς τά γραφεῖα τῆς ὑπηρεσίας κατά τήν ὁρισθεῖσαν ἡμέραν καί ὥραν. <box>1010 908 1183 991</box>
table-cell: 6330057 <box>1469 264 1507 274</box>
makou-address: ΣΕΡΡΑΙ Βασ. Σοφίας 2 (εἰ 10 ἡμέρες). <box>14 1350 193 1362</box>
